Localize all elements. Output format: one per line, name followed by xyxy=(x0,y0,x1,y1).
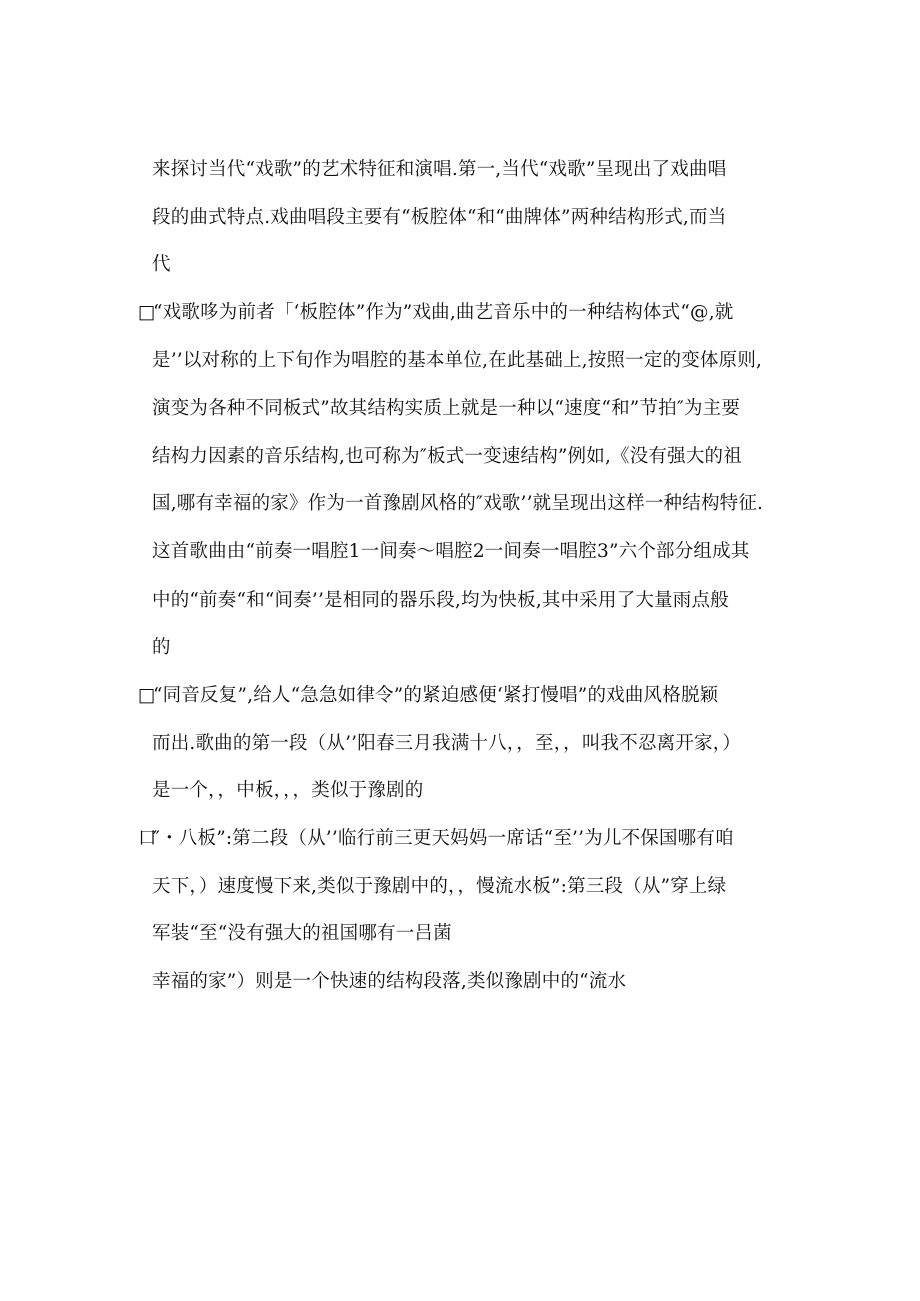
square-bullet-icon: □ xyxy=(138,685,156,706)
text-line: 天下，）速度慢下来,类似于豫剧中的，，慢流水板”:第三段（从”穿上绿 xyxy=(152,876,727,897)
text-line: 结构力因素的音乐结构,也可称为″板式一变速结构”例如,《没有强大的祖 xyxy=(152,446,742,467)
text-line: 演变为各种不同板式”故其结构实质上就是一种以“速度“和”节拍″为主要 xyxy=(152,398,741,419)
text-line xyxy=(138,301,733,325)
text-line: 军装“至“没有强大的祖国哪有一吕菌 xyxy=(152,923,452,944)
text-line: 而出.歌曲的第一段（从’’阳春三月我满十八，，至，，叫我不忍离开家，） xyxy=(152,733,741,754)
text-line xyxy=(138,827,734,851)
text-line: 国,哪有幸福的家》作为一首豫剧风格的″戏歌’’就呈现出这样一种结构特征. xyxy=(152,493,764,514)
text-line: 来探讨当代“戏歌”的艺术特征和演唱.第一,当代“戏歌”呈现出了戏曲唱 xyxy=(152,159,727,180)
square-bullet-icon: 口 xyxy=(138,828,157,849)
text-line xyxy=(138,684,718,708)
text-line-content: ″・八板”:第二段（从’’临行前三更天妈妈一席话“至’’为儿不保国哪有咱 xyxy=(153,828,734,849)
text-line-content: “戏歌哆为前者「‘板腔体”作为”戏曲,曲艺音乐中的一种结构体式“@,就 xyxy=(153,302,734,323)
text-line: 代 xyxy=(152,254,171,275)
text-line: 这首歌曲由“前奏一唱腔1一间奏〜唱腔2一间奏一唱腔3”六个部分组成其 xyxy=(152,541,750,562)
text-line: 是一个，，中板，，，类似于豫剧的 xyxy=(152,780,424,801)
text-line: 段的曲式特点.戏曲唱段主要有“板腔体“和“曲牌体”两种结构形式,而当 xyxy=(152,207,727,228)
square-bullet-icon: □ xyxy=(138,302,156,323)
text-line: 幸福的家”）则是一个快速的结构段落,类似豫剧中的“流水 xyxy=(152,971,627,992)
text-line-content: “同音反复”,给人“急急如律令”的紧迫感便‘紧打慢唱”的戏曲风格脱颖 xyxy=(153,685,719,706)
text-line: 的 xyxy=(152,637,171,658)
text-line: 中的“前奏“和“间奏’’是相同的器乐段,均为快板,其中采用了大量雨点般 xyxy=(152,590,729,611)
text-line: 是’’以对称的上下旬作为唱腔的基本单位,在此基础上,按照一定的变体原则, xyxy=(152,350,763,371)
